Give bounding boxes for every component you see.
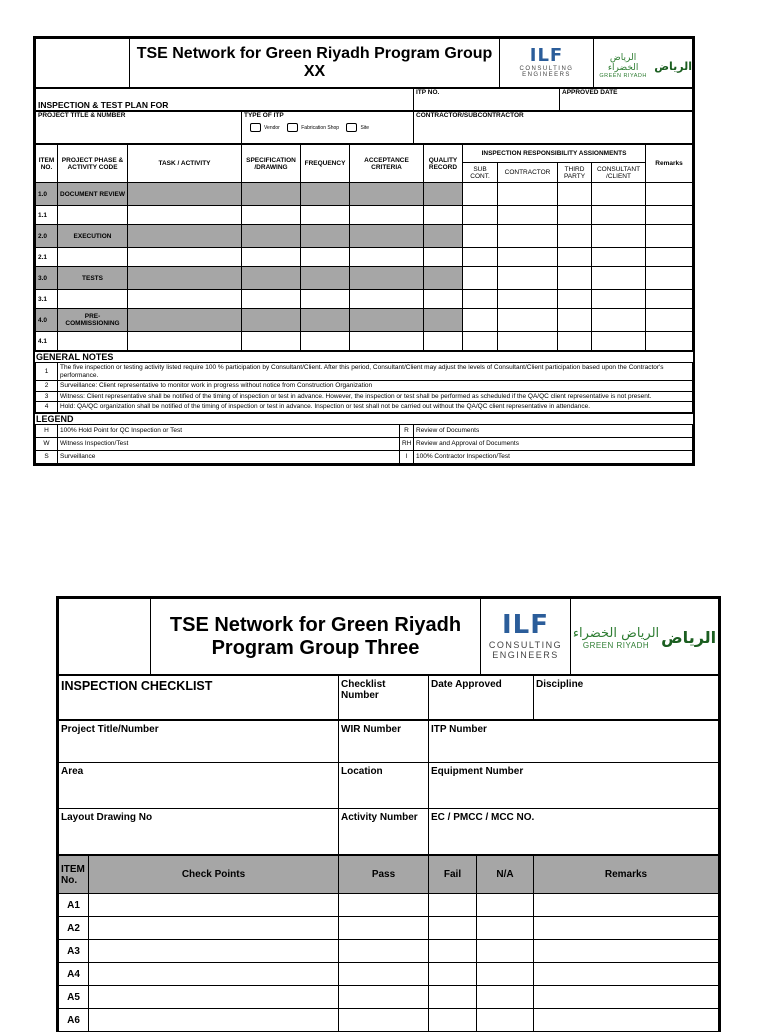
col-pass: Pass [339, 856, 429, 894]
itp-row-number: 3.0 [36, 267, 58, 290]
checkpoint-item-no: A2 [59, 917, 89, 940]
checkpoint-row [59, 917, 719, 940]
checklist-fields [58, 675, 719, 720]
note-text: Surveillance: Client representative to monitor work in progress without notice from Construction Organization [58, 381, 693, 392]
itp-row [36, 290, 693, 309]
legend-text: 100% Hold Point for QC Inspection or Test [58, 424, 400, 437]
itp-cell [646, 290, 693, 309]
na-cell[interactable] [477, 986, 534, 1009]
checklist-header-blank [59, 599, 151, 675]
itp-row-phase [58, 248, 128, 267]
itp-row [36, 206, 693, 225]
na-cell[interactable] [477, 1009, 534, 1032]
project-title-label: PROJECT TITLE & NUMBER [36, 112, 242, 144]
green-riyadh-logo [594, 39, 693, 88]
type-of-itp [242, 112, 414, 144]
col-remarks-2: Remarks [534, 856, 719, 894]
note-number: 2 [36, 381, 58, 392]
itp-cell [301, 332, 350, 351]
itp-cell [498, 267, 558, 290]
itp-row-phase [58, 206, 128, 225]
ilf-logo-line1-2: CONSULTING [488, 640, 563, 650]
col-responsibility: INSPECTION RESPONSIBILITY ASSIONMENTS [463, 145, 646, 163]
itp-cell [498, 332, 558, 351]
itp-cell [592, 183, 646, 206]
legend-code-2: RH [400, 437, 414, 450]
itp-cell [592, 225, 646, 248]
checkpoint-row [59, 963, 719, 986]
green-riyadh-logo-2 [571, 599, 719, 675]
legend-row [36, 450, 693, 463]
col-item-no: ITEM NO. [36, 145, 58, 183]
itp-cell [498, 183, 558, 206]
ilf-logo-line2: ENGINEERS [522, 72, 571, 78]
general-notes-title: GENERAL NOTES [35, 351, 693, 362]
col-fail: Fail [429, 856, 477, 894]
fail-cell[interactable] [429, 894, 477, 917]
ilf-logo [500, 39, 594, 88]
col-task: TASK / ACTIVITY [128, 145, 242, 183]
itp-cell [558, 183, 592, 206]
itp-header-blank [36, 39, 130, 88]
type-of-itp-label: TYPE OF ITP [244, 112, 284, 119]
checkpoint-text[interactable] [89, 917, 339, 940]
col-spec: SPECIFICATION /DRAWING [242, 145, 301, 183]
col-sub-cont: SUB CONT. [463, 163, 498, 183]
legend-row [36, 437, 693, 450]
itp-row [36, 225, 693, 248]
itp-cell [424, 267, 463, 290]
col-remarks: Remarks [646, 145, 693, 183]
remarks-cell[interactable] [534, 917, 719, 940]
equipment-number-label: Equipment Number [429, 763, 719, 809]
note-text: Hold: QA/QC organization shall be notified of the timing of inspection or test in advance. Inspection or test shall not be carried out without the QA/QC client representative in attendance. [58, 402, 693, 413]
approved-date-label: APPROVED DATE [560, 89, 693, 111]
itp-number-label: ITP Number [429, 721, 719, 763]
itp-cell [350, 309, 424, 332]
note-row [36, 402, 693, 413]
legend-title: LEGEND [35, 413, 693, 424]
itp-cell [646, 309, 693, 332]
col-na: N/A [477, 856, 534, 894]
col-quality: QUALITY RECORD [424, 145, 463, 183]
itp-cell [301, 248, 350, 267]
pass-cell[interactable] [339, 986, 429, 1009]
checkpoint-row [59, 894, 719, 917]
itp-form [33, 36, 695, 466]
itp-cell [463, 267, 498, 290]
site-label: Site [360, 124, 370, 131]
legend-code-2: R [400, 424, 414, 437]
green-riyadh-mark: الرياض [654, 59, 692, 73]
itp-cell [592, 332, 646, 351]
itp-cell [592, 309, 646, 332]
fail-cell[interactable] [429, 1009, 477, 1032]
remarks-cell[interactable] [534, 1009, 719, 1032]
pass-cell[interactable] [339, 940, 429, 963]
itp-cell [463, 206, 498, 225]
itp-cell [558, 225, 592, 248]
itp-cell [242, 267, 301, 290]
itp-cell [128, 225, 242, 248]
itp-cell [424, 290, 463, 309]
itp-row [36, 309, 693, 332]
itp-cell [498, 309, 558, 332]
general-notes-table [35, 362, 693, 413]
itp-cell [242, 332, 301, 351]
itp-cell [558, 267, 592, 290]
itp-cell [350, 248, 424, 267]
legend-code: H [36, 424, 58, 437]
ilf-logo-mark-2: ILF [501, 610, 549, 640]
itp-cell [424, 206, 463, 225]
notes-rows [36, 363, 693, 413]
note-row [36, 381, 693, 392]
checkpoint-text[interactable] [89, 963, 339, 986]
itp-cell [128, 206, 242, 225]
legend-text-2: Review and Approval of Documents [414, 437, 693, 450]
pass-cell[interactable] [339, 1009, 429, 1032]
fail-cell[interactable] [429, 917, 477, 940]
itp-cell [128, 267, 242, 290]
itp-cell [242, 225, 301, 248]
itp-cell [592, 206, 646, 225]
itp-cell [558, 309, 592, 332]
itp-cell [646, 183, 693, 206]
itp-cell [463, 248, 498, 267]
itp-cell [558, 206, 592, 225]
wir-number-label: WIR Number [339, 721, 429, 763]
checkpoints-table [58, 855, 719, 1032]
remarks-cell[interactable] [534, 894, 719, 917]
itp-cell [498, 206, 558, 225]
itp-row [36, 267, 693, 290]
contractor-label: CONTRACTOR/SUBCONTRACTOR [414, 112, 693, 144]
itp-cell [301, 183, 350, 206]
note-row [36, 363, 693, 381]
itp-row-number: 2.0 [36, 225, 58, 248]
activity-number-label: Activity Number [339, 809, 429, 855]
checkpoint-text[interactable] [89, 894, 339, 917]
ilf-logo-line1: CONSULTING [519, 66, 574, 72]
checklist-heading: INSPECTION CHECKLIST [59, 676, 339, 720]
itp-row-phase [58, 290, 128, 309]
legend-text: Surveillance [58, 450, 400, 463]
itp-cell [646, 267, 693, 290]
discipline-label: Discipline [534, 676, 719, 720]
itp-header [35, 38, 693, 88]
itp-project [35, 111, 693, 144]
itp-cell [498, 248, 558, 267]
itp-cell [424, 183, 463, 206]
fabrication-shop-checkbox[interactable] [287, 123, 298, 132]
itp-activity-table [35, 144, 693, 351]
location-label: Location [339, 763, 429, 809]
pass-cell[interactable] [339, 917, 429, 940]
checkpoint-item-no: A4 [59, 963, 89, 986]
checkpoint-row [59, 1009, 719, 1032]
note-number: 4 [36, 402, 58, 413]
itp-cell [424, 309, 463, 332]
itp-row-phase: TESTS [58, 267, 128, 290]
area-label: Area [59, 763, 339, 809]
checkpoint-item-no: A1 [59, 894, 89, 917]
checklist-number-label: Checklist Number [339, 676, 429, 720]
check-rows [59, 894, 719, 1032]
note-row [36, 391, 693, 402]
itp-row-number: 3.1 [36, 290, 58, 309]
itp-title: TSE Network for Green Riyadh Program Group XX [130, 39, 500, 88]
itp-cell [128, 332, 242, 351]
itp-row-number: 4.0 [36, 309, 58, 332]
legend-row [36, 424, 693, 437]
green-riyadh-english-2: GREEN RIYADH [582, 640, 650, 650]
itp-row-phase: PRE-COMMISSIONING [58, 309, 128, 332]
legend-code: S [36, 450, 58, 463]
itp-cell [301, 206, 350, 225]
green-riyadh-english: GREEN RIYADH [599, 73, 647, 79]
itp-cell [350, 290, 424, 309]
itp-cell [242, 309, 301, 332]
itp-cell [128, 183, 242, 206]
green-riyadh-mark-2: الرياض [661, 628, 717, 647]
itp-cell [301, 309, 350, 332]
itp-cell [128, 290, 242, 309]
itp-cell [463, 225, 498, 248]
ilf-logo-2 [481, 599, 571, 675]
itp-row-number: 4.1 [36, 332, 58, 351]
itp-cell [301, 290, 350, 309]
note-number: 1 [36, 363, 58, 381]
remarks-cell[interactable] [534, 963, 719, 986]
checkpoint-item-no: A5 [59, 986, 89, 1009]
itp-cell [463, 332, 498, 351]
ec-pmcc-label: EC / PMCC / MCC NO. [429, 809, 719, 855]
green-riyadh-arabic: الرياض الخضراء [607, 53, 639, 73]
legend-text-2: 100% Contractor Inspection/Test [414, 450, 693, 463]
checklist-fields-2 [58, 720, 719, 855]
itp-cell [646, 248, 693, 267]
itp-cell [350, 206, 424, 225]
itp-cell [592, 248, 646, 267]
itp-cell [424, 248, 463, 267]
itp-cell [463, 183, 498, 206]
itp-cell [558, 290, 592, 309]
col-frequency: FREQUENCY [301, 145, 350, 183]
itp-cell [592, 267, 646, 290]
fail-cell[interactable] [429, 963, 477, 986]
itp-cell [424, 332, 463, 351]
itp-row-number: 1.1 [36, 206, 58, 225]
na-cell[interactable] [477, 963, 534, 986]
itp-cell [350, 267, 424, 290]
itp-cell [463, 290, 498, 309]
col-contractor: CONTRACTOR [498, 163, 558, 183]
itp-cell [301, 267, 350, 290]
date-approved-label: Date Approved [429, 676, 534, 720]
legend-text: Witness Inspection/Test [58, 437, 400, 450]
note-text: Witness: Client representative shall be notified of the timing of inspection or test in advance. However, the inspection or test shall be performed as scheduled if the QA/QC client representative is not present. [58, 391, 693, 402]
itp-row [36, 248, 693, 267]
fabrication-shop-label: Fabrication Shop [301, 124, 340, 131]
pass-cell[interactable] [339, 963, 429, 986]
itp-cell [350, 183, 424, 206]
na-cell[interactable] [477, 940, 534, 963]
itp-cell [558, 248, 592, 267]
itp-cell [128, 248, 242, 267]
itp-no-label: ITP NO. [414, 89, 560, 111]
checklist-title: TSE Network for Green Riyadh Program Group Three [151, 599, 481, 675]
legend-table [35, 424, 693, 464]
itp-cell [592, 290, 646, 309]
remarks-cell[interactable] [534, 940, 719, 963]
itp-row [36, 332, 693, 351]
checkpoint-row [59, 986, 719, 1009]
checkpoint-item-no: A6 [59, 1009, 89, 1032]
col-third-party: THIRD PARTY [558, 163, 592, 183]
itp-row-phase: EXECUTION [58, 225, 128, 248]
itp-cell [350, 332, 424, 351]
checkpoint-text[interactable] [89, 1009, 339, 1032]
project-title-number-label: Project Title/Number [59, 721, 339, 763]
site-checkbox[interactable] [346, 123, 357, 132]
itp-cell [558, 332, 592, 351]
layout-drawing-label: Layout Drawing No [59, 809, 339, 855]
itp-cell [498, 225, 558, 248]
itp-cell [646, 225, 693, 248]
itp-cell [301, 225, 350, 248]
itp-row-phase: DOCUMENT REVIEW [58, 183, 128, 206]
itp-row-number: 2.1 [36, 248, 58, 267]
itp-cell [242, 290, 301, 309]
fail-cell[interactable] [429, 940, 477, 963]
col-item-no-2: ITEM No. [59, 856, 89, 894]
itp-cell [646, 332, 693, 351]
vendor-checkbox[interactable] [250, 123, 261, 132]
vendor-label: Vendor [264, 124, 280, 131]
note-number: 3 [36, 391, 58, 402]
itp-cell [463, 309, 498, 332]
itp-cell [350, 225, 424, 248]
inspection-checklist-form [56, 596, 721, 1032]
fail-cell[interactable] [429, 986, 477, 1009]
itp-cell [424, 225, 463, 248]
ilf-logo-line2-2: ENGINEERS [492, 650, 559, 660]
itp-cell [128, 309, 242, 332]
checkpoint-text[interactable] [89, 940, 339, 963]
legend-code: W [36, 437, 58, 450]
col-consultant: CONSULTANT /CLIENT [592, 163, 646, 183]
plan-title: INSPECTION & TEST PLAN FOR [36, 89, 414, 111]
itp-cell [242, 206, 301, 225]
itp-rows [36, 183, 693, 351]
remarks-cell[interactable] [534, 986, 719, 1009]
na-cell[interactable] [477, 894, 534, 917]
legend-code-2: I [400, 450, 414, 463]
checkpoint-item-no: A3 [59, 940, 89, 963]
legend-rows [36, 424, 693, 463]
itp-cell [646, 206, 693, 225]
col-acceptance: ACCEPTANCE CRITERIA [350, 145, 424, 183]
legend-text-2: Review of Documents [414, 424, 693, 437]
itp-row-number: 1.0 [36, 183, 58, 206]
itp-cell [242, 248, 301, 267]
itp-info [35, 88, 693, 111]
note-text: The five inspection or testing activity listed require 100 % participation by Consultant/Client. After this period, Consultant/Client may adjust the levels of Consultant/Client participation based upon the Contractor's performance. [58, 363, 693, 381]
pass-cell[interactable] [339, 894, 429, 917]
itp-cell [242, 183, 301, 206]
checkpoint-text[interactable] [89, 986, 339, 1009]
itp-row-phase [58, 332, 128, 351]
ilf-logo-mark: ILF [529, 45, 564, 66]
green-riyadh-arabic-2: الرياض الخضراء [572, 625, 660, 641]
checkpoint-row [59, 940, 719, 963]
checklist-header [58, 598, 719, 675]
itp-cell [498, 290, 558, 309]
col-phase: PROJECT PHASE & ACTIVITY CODE [58, 145, 128, 183]
itp-row [36, 183, 693, 206]
col-check-points: Check Points [89, 856, 339, 894]
na-cell[interactable] [477, 917, 534, 940]
